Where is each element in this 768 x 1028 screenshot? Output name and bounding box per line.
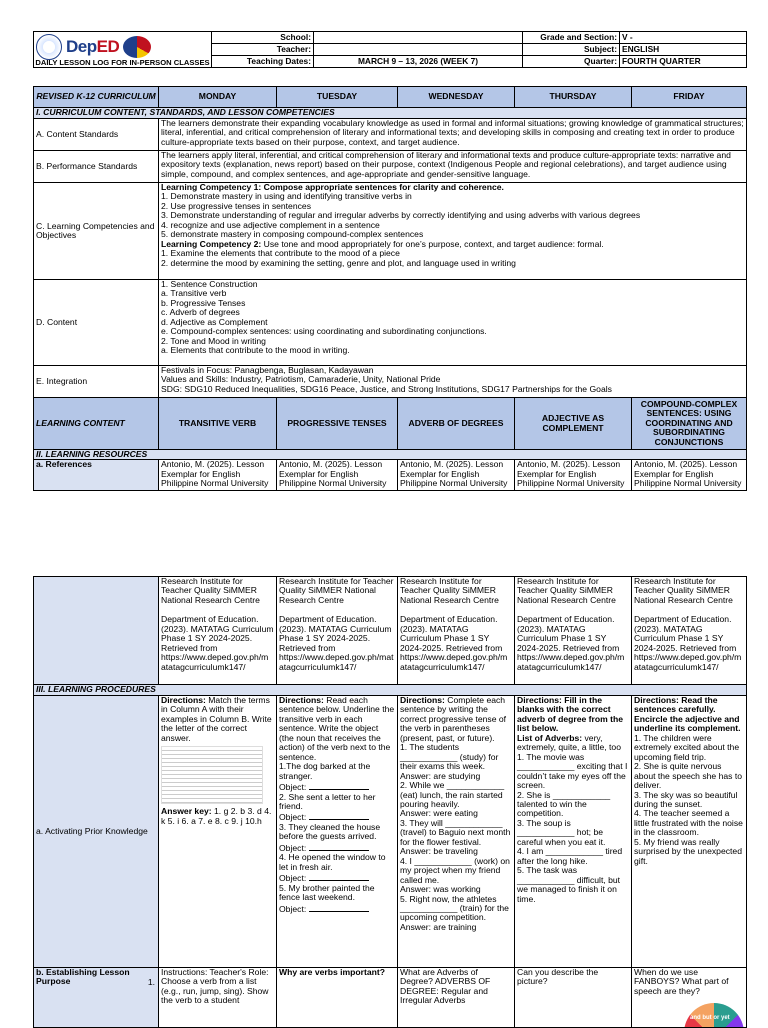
section-1-row [34, 108, 747, 119]
dates-value[interactable]: MARCH 9 – 13, 2026 (WEEK 7) [314, 56, 523, 68]
tue-dir-text: Read each sentence below. Underline the transitive verb in each sentence. Write the object (the noun that receives the action) of the verb next to the sentence. [279, 695, 395, 762]
reference-mon: Antonio, M. (2025). Lesson Exemplar for English Philippine Normal University [159, 460, 277, 491]
ref-deped-text: Department of Education. (2023). MATATAG Curriculum Phase 1 SY 2024-2025. Retrieved from https://www.deped.gov.ph/m atatagcurriculumk147/ [517, 614, 625, 672]
bagong-pilipinas-logo-icon [123, 36, 151, 58]
learning-content-label: LEARNING CONTENT [34, 398, 159, 450]
activating-wed [398, 696, 515, 968]
activating-tue [277, 696, 398, 968]
lesson-log-table-2 [33, 576, 747, 1028]
reference-cont-thu [515, 577, 632, 685]
wed-directions [400, 696, 512, 743]
ref-cont-text: Research Institute for Teacher Quality SiMMER National Research Centre [634, 576, 733, 605]
lc2-text: Use tone and mood appropriately for one’s purpose, context, and target audience: formal. [261, 238, 604, 249]
thu-item: 2. She is ____________ talented to win the competition. [517, 789, 611, 819]
wed-answer: Answer: was working [400, 884, 481, 895]
section-2-heading: II. LEARNING RESOURCES [34, 450, 747, 460]
wed-dir-text: Complete each sentence by writing the correct progressive tense of the verb in parentheses (present, past, or future). [400, 695, 507, 743]
purpose-wed: What are Adverbs of Degree? ADVERBS OF DEGREE: Regular and Irregular Adverbs [398, 968, 515, 1028]
object-label: Object: [279, 782, 307, 793]
tue-dir-label: Directions: [279, 695, 324, 705]
ref-cont-text: Research Institute for Teacher Quality SiMMER National Research Centre [517, 576, 616, 605]
thu-item: 4. I am ____________ tired after the long hike. [517, 846, 623, 866]
object-label: Object: [279, 842, 307, 853]
integration-row [34, 366, 747, 398]
content-item: a. Transitive verb [161, 288, 227, 299]
activating-row [34, 696, 747, 968]
content-text [159, 280, 747, 366]
quarter-label: Quarter: [523, 56, 620, 68]
competencies-text [159, 183, 747, 280]
references-label: a. References [34, 460, 159, 491]
day-monday: MONDAY [159, 87, 277, 108]
header-logo-cell [34, 32, 212, 68]
purpose-number: 1. [147, 977, 155, 987]
purpose-fri-text: When do we use FANBOYS? What part of speech are they? [634, 967, 729, 996]
references-row [34, 460, 747, 491]
content-item: 1. Sentence Construction [161, 279, 258, 289]
curriculum-corner: REVISED K-12 CURRICULUM [34, 87, 159, 108]
mon-answer-key [161, 807, 274, 826]
references-cont-label [34, 577, 159, 685]
tue-item: 4. He opened the window to let in fresh air. [279, 852, 386, 872]
teacher-label: Teacher: [212, 44, 314, 56]
ref-cont-text: Research Institute for Teacher Quality SiMMER National Research Centre [400, 576, 499, 605]
competencies-label: C. Learning Competencies and Objectives [34, 183, 159, 280]
object-blank[interactable] [309, 872, 369, 881]
reference-wed: Antonio, M. (2025). Lesson Exemplar for English Philippine Normal University [398, 460, 515, 491]
grade-label: Grade and Section: [523, 32, 620, 44]
purpose-fri [632, 968, 747, 1028]
dates-label: Teaching Dates: [212, 56, 314, 68]
purpose-label-cell [34, 968, 159, 1028]
mon-directions [161, 696, 274, 743]
day-tuesday: TUESDAY [277, 87, 398, 108]
wed-item: 4. I ____________ (work) on my project when my friend called me. [400, 855, 510, 885]
object-blank[interactable] [309, 903, 369, 912]
tue-object [279, 903, 395, 914]
quarter-value[interactable]: FOURTH QUARTER [620, 56, 747, 68]
reference-cont-fri [632, 577, 747, 685]
ref-cont-text: Research Institute for Teacher Quality SiMMER National Research Centre [161, 576, 260, 605]
lc2-item: 2. determine the mood by examining the setting, genre and plot, and language used in writing [161, 257, 516, 268]
ref-cont-text: Research Institute for Teacher Quality SiMMER National Research Centre [279, 576, 394, 605]
wed-answer: Answer: were eating [400, 808, 478, 819]
tue-directions [279, 696, 395, 762]
fri-item: 2. She is quite nervous about the speech she has to deliver. [634, 761, 742, 791]
lesson-log-table-1 [33, 86, 747, 491]
purpose-tue: Why are verbs important? [277, 968, 398, 1028]
days-header-row [34, 87, 747, 108]
fri-item: 3. The sky was so beautiful during the sunset. [634, 789, 738, 809]
ref-deped-text: Department of Education. (2023). MATATAG Curriculum Phase 1 SY 2024-2025. Retrieved from https://www.deped.gov.ph/m atatagcurriculumk147/ [400, 614, 508, 672]
ref-deped-text: Department of Education. (2023). MATATAG Curriculum Phase 1 SY 2024-2025. Retrieved from https://www.deped.gov.ph/m atatagcurriculumk147/ [161, 614, 274, 672]
content-label: D. Content [34, 280, 159, 366]
section-3-row [34, 685, 747, 696]
content-item: b. Progressive Tenses [161, 297, 246, 308]
purpose-mon: Instructions: Teacher's Role: Choose a verb from a list (e.g., run, jump, sing). Show the verb to a student [159, 968, 277, 1028]
reference-cont-wed [398, 577, 515, 685]
section-2-row [34, 450, 747, 460]
reference-fri: Antonio, M. (2025). Lesson Exemplar for English Philippine Normal University [632, 460, 747, 491]
content-standards-text: The learners demonstrate their expanding vocabulary knowledge as used in formal and informal situations; growing knowledge of grammatical structures; literal, inferential, and critical comprehension of literary and informational texts; and developing skills in composing and creating text in order to produce culture-appropriate texts based on their purpose, context, and target audience. [159, 119, 747, 151]
lc1-item: 4. recognize and use adjective complement in a sentence [161, 219, 380, 230]
day-thursday: THURSDAY [515, 87, 632, 108]
section-3-heading: III. LEARNING PROCEDURES [34, 685, 747, 696]
learning-content-fri: COMPOUND-COMPLEX SENTENCES: USING COORDINATING AND SUBORDINATING CONJUNCTIONS [632, 398, 747, 450]
teacher-value[interactable] [314, 44, 523, 56]
performance-standards-label: B. Performance Standards [34, 151, 159, 183]
day-wednesday: WEDNESDAY [398, 87, 515, 108]
integration-item: Festivals in Focus: Panagbenga, Buglasan, Kadayawan [161, 365, 374, 375]
content-item: c. Adverb of degrees [161, 307, 240, 318]
content-row [34, 280, 747, 366]
tue-item: 1.The dog barked at the stranger. [279, 761, 371, 781]
thu-directions: Directions: Fill in the blanks with the correct adverb of degree from the list below. [517, 695, 624, 734]
activating-fri [632, 696, 747, 968]
mon-dir-label: Directions: [161, 695, 206, 705]
wed-item: 1. The students ____________ (study) for their exams this week. [400, 742, 499, 772]
fri-item: 1. The children were extremely excited about the upcoming field trip. [634, 732, 740, 762]
thu-item: 5. The task was ____________ difficult, but we managed to finish it on time. [517, 865, 621, 904]
mon-dir-text: Match the terms in Column A with their examples in Column B. Write the letter of the correct answer. [161, 695, 272, 743]
tue-item: 2. She sent a letter to her friend. [279, 791, 376, 811]
deped-seal-icon [36, 34, 62, 60]
matching-columns-image [161, 746, 263, 804]
integration-label: E. Integration [34, 366, 159, 398]
tue-item: 3. They cleaned the house before the guests arrived. [279, 821, 381, 842]
content-item: a. Elements that contribute to the mood in writing. [161, 345, 350, 356]
fri-item: 4. The teacher seemed a little frustrated with the noise in the classroom. [634, 808, 743, 838]
activating-mon [159, 696, 277, 968]
ref-deped-text: Department of Education. (2023). MATATAG Curriculum Phase 1 SY 2024-2025. Retrieved from https://www.deped.gov.ph/m atatagcurriculumk147/ [634, 614, 742, 672]
lc1-title: Learning Competency 1: Compose appropriate sentences for clarity and coherence. [161, 182, 504, 192]
content-item: d. Adjective as Complement [161, 316, 268, 327]
reference-tue: Antonio, M. (2025). Lesson Exemplar for English Philippine Normal University [277, 460, 398, 491]
tue-item: 5. My brother painted the fence last weekend. [279, 882, 375, 903]
grade-value[interactable]: V - [620, 32, 747, 44]
fanboys-words: and but or yet [690, 1015, 730, 1021]
mon-key-text: 1. g 2. b 3. d 4. k 5. i 6. a 7. e 8. c 9. j 10.h [161, 806, 272, 826]
learning-content-wed: ADVERB OF DEGREES [398, 398, 515, 450]
deped-logo: DepED [66, 36, 120, 56]
mon-key-label: Answer key: [161, 806, 212, 817]
learning-content-mon: TRANSITIVE VERB [159, 398, 277, 450]
fri-item: 5. My friend was really surprised by the unexpected gift. [634, 836, 742, 866]
thu-item: 1. The movie was ____________ exciting that I couldn’t take my eyes off the screen. [517, 751, 628, 791]
reference-cont-mon [159, 577, 277, 685]
lc1-item: 3. Demonstrate understanding of regular and irregular adverbs by correctly identifying and using adverbs with various degrees [161, 210, 641, 221]
object-blank[interactable] [309, 842, 369, 851]
competencies-row [34, 183, 747, 280]
wed-answer: Answer: are training [400, 921, 477, 932]
school-label: School: [212, 32, 314, 44]
lc2-title: Learning Competency 2: [161, 238, 262, 249]
day-friday: FRIDAY [632, 87, 747, 108]
purpose-row [34, 968, 747, 1028]
wed-dir-label: Directions: [400, 695, 445, 705]
reference-thu: Antonio, M. (2025). Lesson Exemplar for English Philippine Normal University [515, 460, 632, 491]
object-label: Object: [279, 903, 307, 914]
lc2-item: 1. Examine the elements that contribute to the mood of a piece [161, 248, 400, 259]
lc1-item: 2. Use progressive tenses in sentences [161, 200, 311, 211]
learning-content-thu: ADJECTIVE AS COMPLEMENT [515, 398, 632, 450]
performance-standards-row [34, 151, 747, 183]
log-title: DAILY LESSON LOG FOR IN-PERSON CLASSES [35, 58, 210, 67]
lc1-item: 5. demonstrate mastery in composing compound-complex sentences [161, 229, 424, 240]
references-cont-row [34, 577, 747, 685]
wed-answer: Answer: are studying [400, 770, 481, 781]
activating-label: a. Activating Prior Knowledge [34, 696, 159, 968]
header-table [33, 31, 747, 68]
performance-standards-text: The learners apply literal, inferential, and critical comprehension of literary and informational texts and produce culture-appropriate texts: narrative and expository texts (explanation, news report) based on their purpose, context (Indigenous People and regional celebrations), and target audience using simple, compound, and complex sentences, and age-appropriate and gender-sensitive language. [159, 151, 747, 183]
tue-object [279, 872, 395, 883]
thu-item: 3. The soup is ____________ hot; be careful when you eat it. [517, 817, 606, 847]
activating-thu [515, 696, 632, 968]
subject-value[interactable]: ENGLISH [620, 44, 747, 56]
page-2 [0, 570, 768, 1024]
integration-item: SDG: SDG10 Reduced Inequalities, SDG16 Peace, Justice, and Strong Institutions, SDG17 Partnerships for the Goals [161, 383, 612, 394]
thu-list [517, 734, 629, 753]
wed-item: 5. Right now, the athletes ____________ (train) for the upcoming competition. [400, 893, 509, 923]
learning-content-row [34, 398, 747, 450]
content-standards-row [34, 119, 747, 151]
integration-text [159, 366, 747, 398]
wed-item: 2. While we ____________ (eat) lunch, the rain started pouring heavily. [400, 780, 505, 809]
tue-object [279, 781, 395, 792]
object-label: Object: [279, 812, 307, 823]
content-item: e. Compound-complex sentences: using coordinating and subordinating conjunctions. [161, 326, 487, 337]
learning-content-tue: PROGRESSIVE TENSES [277, 398, 398, 450]
wed-answer: Answer: be traveling [400, 846, 478, 857]
thu-list-label: List of Adverbs: [517, 732, 583, 743]
purpose-thu: Can you describe the picture? [515, 968, 632, 1028]
ref-deped-text: Department of Education. (2023). MATATAG Curriculum Phase 1 SY 2024-2025. Retrieved from https://www.deped.gov.ph/mat atagcurriculumk147/ [279, 614, 394, 672]
object-blank[interactable] [309, 781, 369, 790]
wed-item: 3. They will ____________ (travel) to Baguio next month for the flower festival. [400, 817, 511, 847]
purpose-label: b. Establishing Lesson Purpose [36, 967, 130, 987]
section-1-heading: I. CURRICULUM CONTENT, STANDARDS, AND LESSON COMPETENCIES [34, 108, 747, 119]
integration-item: Values and Skills: Industry, Patriotism, Camaraderie, Unity, National Pride [161, 374, 441, 385]
fri-directions: Directions: Read the sentences carefully. Encircle the adjective and underline its complement. [634, 695, 741, 734]
object-blank[interactable] [309, 811, 369, 820]
subject-label: Subject: [523, 44, 620, 56]
lc1-item: 1. Demonstrate mastery in using and identifying transitive verbs in [161, 191, 412, 202]
content-standards-label: A. Content Standards [34, 119, 159, 151]
object-label: Object: [279, 873, 307, 884]
content-item: 2. Tone and Mood in writing [161, 335, 266, 346]
school-value[interactable] [314, 32, 523, 44]
reference-cont-tue [277, 577, 398, 685]
thu-list-text: very, extremely, quite, a little, too [517, 732, 621, 753]
